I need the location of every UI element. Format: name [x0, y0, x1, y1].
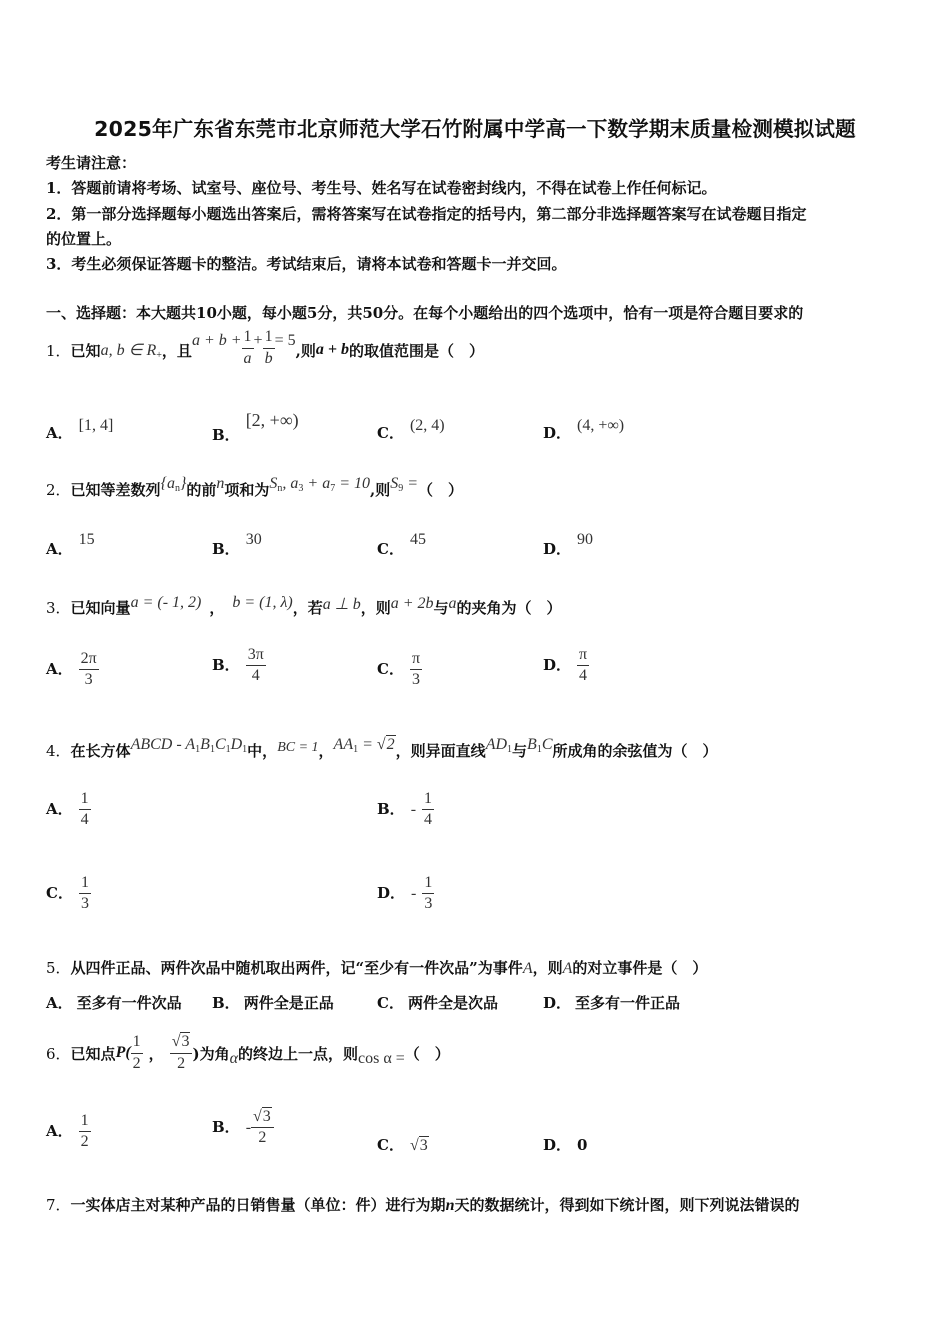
- option-c[interactable]: C．45: [377, 531, 426, 558]
- notice-item-2: 2．第一部分选择题每小题选出答案后，需将答案写在试卷指定的括号内，第二部分非选择题答案写在试卷题目指定: [46, 205, 807, 223]
- option-c[interactable]: C． √3: [377, 1136, 428, 1154]
- option-c[interactable]: C． $\frac{1}{3}$: [46, 874, 89, 913]
- notice-heading: 考生请注意：: [46, 154, 137, 172]
- option-d[interactable]: D． 至多有一件正品: [543, 994, 681, 1012]
- question-7: 7．一实体店主对某种产品的日销售量（单位：件）进行为期n天的数据统计，得到如下统计图，则下列说法错误的: [46, 1196, 800, 1214]
- option-a[interactable]: A． 至多有一件次品: [46, 994, 182, 1012]
- option-d[interactable]: D．90: [543, 531, 594, 558]
- option-c[interactable]: C． (2, 4): [377, 417, 445, 442]
- option-b[interactable]: B． - $\frac{1}{4}$: [377, 790, 433, 829]
- notice-item-3: 3．考生必须保证答题卡的整洁。考试结束后，请将本试卷和答题卡一并交回。: [46, 255, 567, 273]
- question-5: 5．从四件正品、两件次品中随机取出两件，记“至少有一件次品”为事件A，则A的对立事件是（ ）: [46, 959, 708, 977]
- option-b[interactable]: B． 两件全是正品: [212, 994, 334, 1012]
- option-b[interactable]: B． - $\frac{√3}{2}$: [212, 1108, 274, 1148]
- fraction: $\frac{1}{a}$: [243, 328, 252, 367]
- option-a[interactable]: A． $\frac{1}{2}$: [46, 1112, 89, 1151]
- option-c[interactable]: C． 两件全是次品: [377, 994, 498, 1012]
- option-c[interactable]: C． $\frac{\pi}{3}$: [377, 650, 421, 689]
- fraction: $\frac{1}{b}$: [264, 328, 273, 367]
- option-a[interactable]: A．15: [46, 531, 95, 558]
- option-a[interactable]: A． $\frac{2\pi}{3}$: [46, 650, 97, 689]
- option-a[interactable]: A． $\frac{1}{4}$: [46, 790, 89, 829]
- option-d[interactable]: D． (4, +∞): [543, 417, 625, 442]
- fraction: $\frac{1}{2}$: [132, 1033, 141, 1072]
- notice-item-1: 1．答题前请将考场、试室号、座位号、考生号、姓名写在试卷密封线内，不得在试卷上作任何标记。: [46, 179, 717, 197]
- question-4: 4． 在长方体 ABCD - $A_1B_1C_1D_1$ 中， BC = 1 ， $AA_1 = √2$ ，则异面直线 $AD_1$ 与 $B_1C$ 所成角的余弦值为（ ）: [46, 735, 718, 760]
- question-number: 1．: [46, 341, 71, 360]
- question-6: 6． 已知点 P( $\frac{1}{2}$ ， $\frac{√3}{2}$ )为角 α 的终边上一点，则 cos α = （ ）: [46, 1033, 450, 1072]
- question-2: 2． 已知等差数列 $\{a_n\}$ 的前 n 项和为 $S_n$, $a_3 + a_7 = 10$ ,则 $S_9$ = （ ）: [46, 474, 464, 499]
- option-b[interactable]: B．30: [212, 531, 262, 558]
- option-d[interactable]: D． $\frac{\pi}{4}$: [543, 646, 588, 685]
- option-d[interactable]: D． - $\frac{1}{3}$: [377, 874, 433, 913]
- question-1: 1． 已知 a, b ∈ $R_+$ ，且 a + b + $\frac{1}{a}$ + $\frac{1}{b}$ = 5 ,则 a + b 的取值范围是（ ）: [46, 328, 484, 367]
- question-3: 3． 已知向量 a = (- 1, 2) ， b = (1, λ) ，若 a ⊥ b ，则 a + 2b 与 a 的夹角为（ ）: [46, 594, 562, 617]
- option-a[interactable]: A． [1, 4]: [46, 417, 114, 442]
- option-b[interactable]: B． $\frac{3\pi}{4}$: [212, 646, 264, 685]
- exam-title: 2025年广东省东莞市北京师范大学石竹附属中学高一下数学期末质量检测模拟试题: [94, 117, 856, 141]
- option-b[interactable]: B．[2, +∞): [212, 410, 299, 444]
- option-d[interactable]: D． 0: [543, 1136, 588, 1154]
- section-heading: 一、选择题：本大题共10小题，每小题5分，共50分。在每个小题给出的四个选项中，恰有一项是符合题目要求的: [46, 304, 804, 322]
- fraction: $\frac{√3}{2}$: [170, 1033, 193, 1073]
- notice-item-2-cont: 的位置上。: [46, 230, 122, 248]
